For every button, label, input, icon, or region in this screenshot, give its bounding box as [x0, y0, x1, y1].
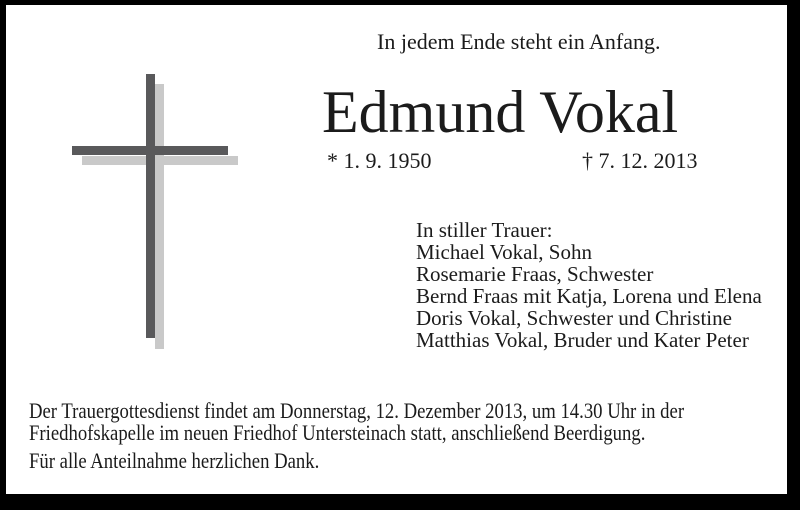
- mourner-line: Matthias Vokal, Bruder und Kater Peter: [416, 328, 749, 352]
- frame-right-edge: [787, 0, 800, 510]
- service-info-line: Der Trauergottesdienst findet am Donnerstag, 12. Dezember 2013, um 14.30 Uhr in der: [29, 398, 685, 423]
- mourner-line: Michael Vokal, Sohn: [416, 240, 592, 264]
- cross-shadow-vertical-bar: [155, 84, 164, 349]
- death-date: † 7. 12. 2013: [582, 148, 698, 173]
- cross-shadow-horizontal-bar: [82, 156, 238, 165]
- epitaph-quote: In jedem Ende steht ein Anfang.: [377, 29, 661, 54]
- birth-date: * 1. 9. 1950: [327, 148, 432, 173]
- frame-bottom-edge: [0, 494, 800, 510]
- deceased-name: Edmund Vokal: [322, 79, 679, 145]
- service-info-line: Friedhofskapelle im neuen Friedhof Untersteinach statt, anschließend Beerdigung.: [29, 420, 646, 445]
- cross-vertical-bar: [146, 74, 155, 338]
- mourners-heading: In stiller Trauer:: [416, 218, 553, 242]
- service-info: [29, 400, 760, 444]
- thanks-note: Für alle Anteilnahme herzlichen Dank.: [29, 448, 320, 473]
- frame-left-edge: [0, 0, 6, 510]
- frame-top-edge: [0, 0, 800, 5]
- mourner-line: Doris Vokal, Schwester und Christine: [416, 306, 732, 330]
- mourner-line: Bernd Fraas mit Katja, Lorena und Elena: [416, 284, 762, 308]
- mourner-line: Rosemarie Fraas, Schwester: [416, 262, 654, 286]
- cross-horizontal-bar: [72, 146, 228, 155]
- mourners-list: [416, 219, 762, 351]
